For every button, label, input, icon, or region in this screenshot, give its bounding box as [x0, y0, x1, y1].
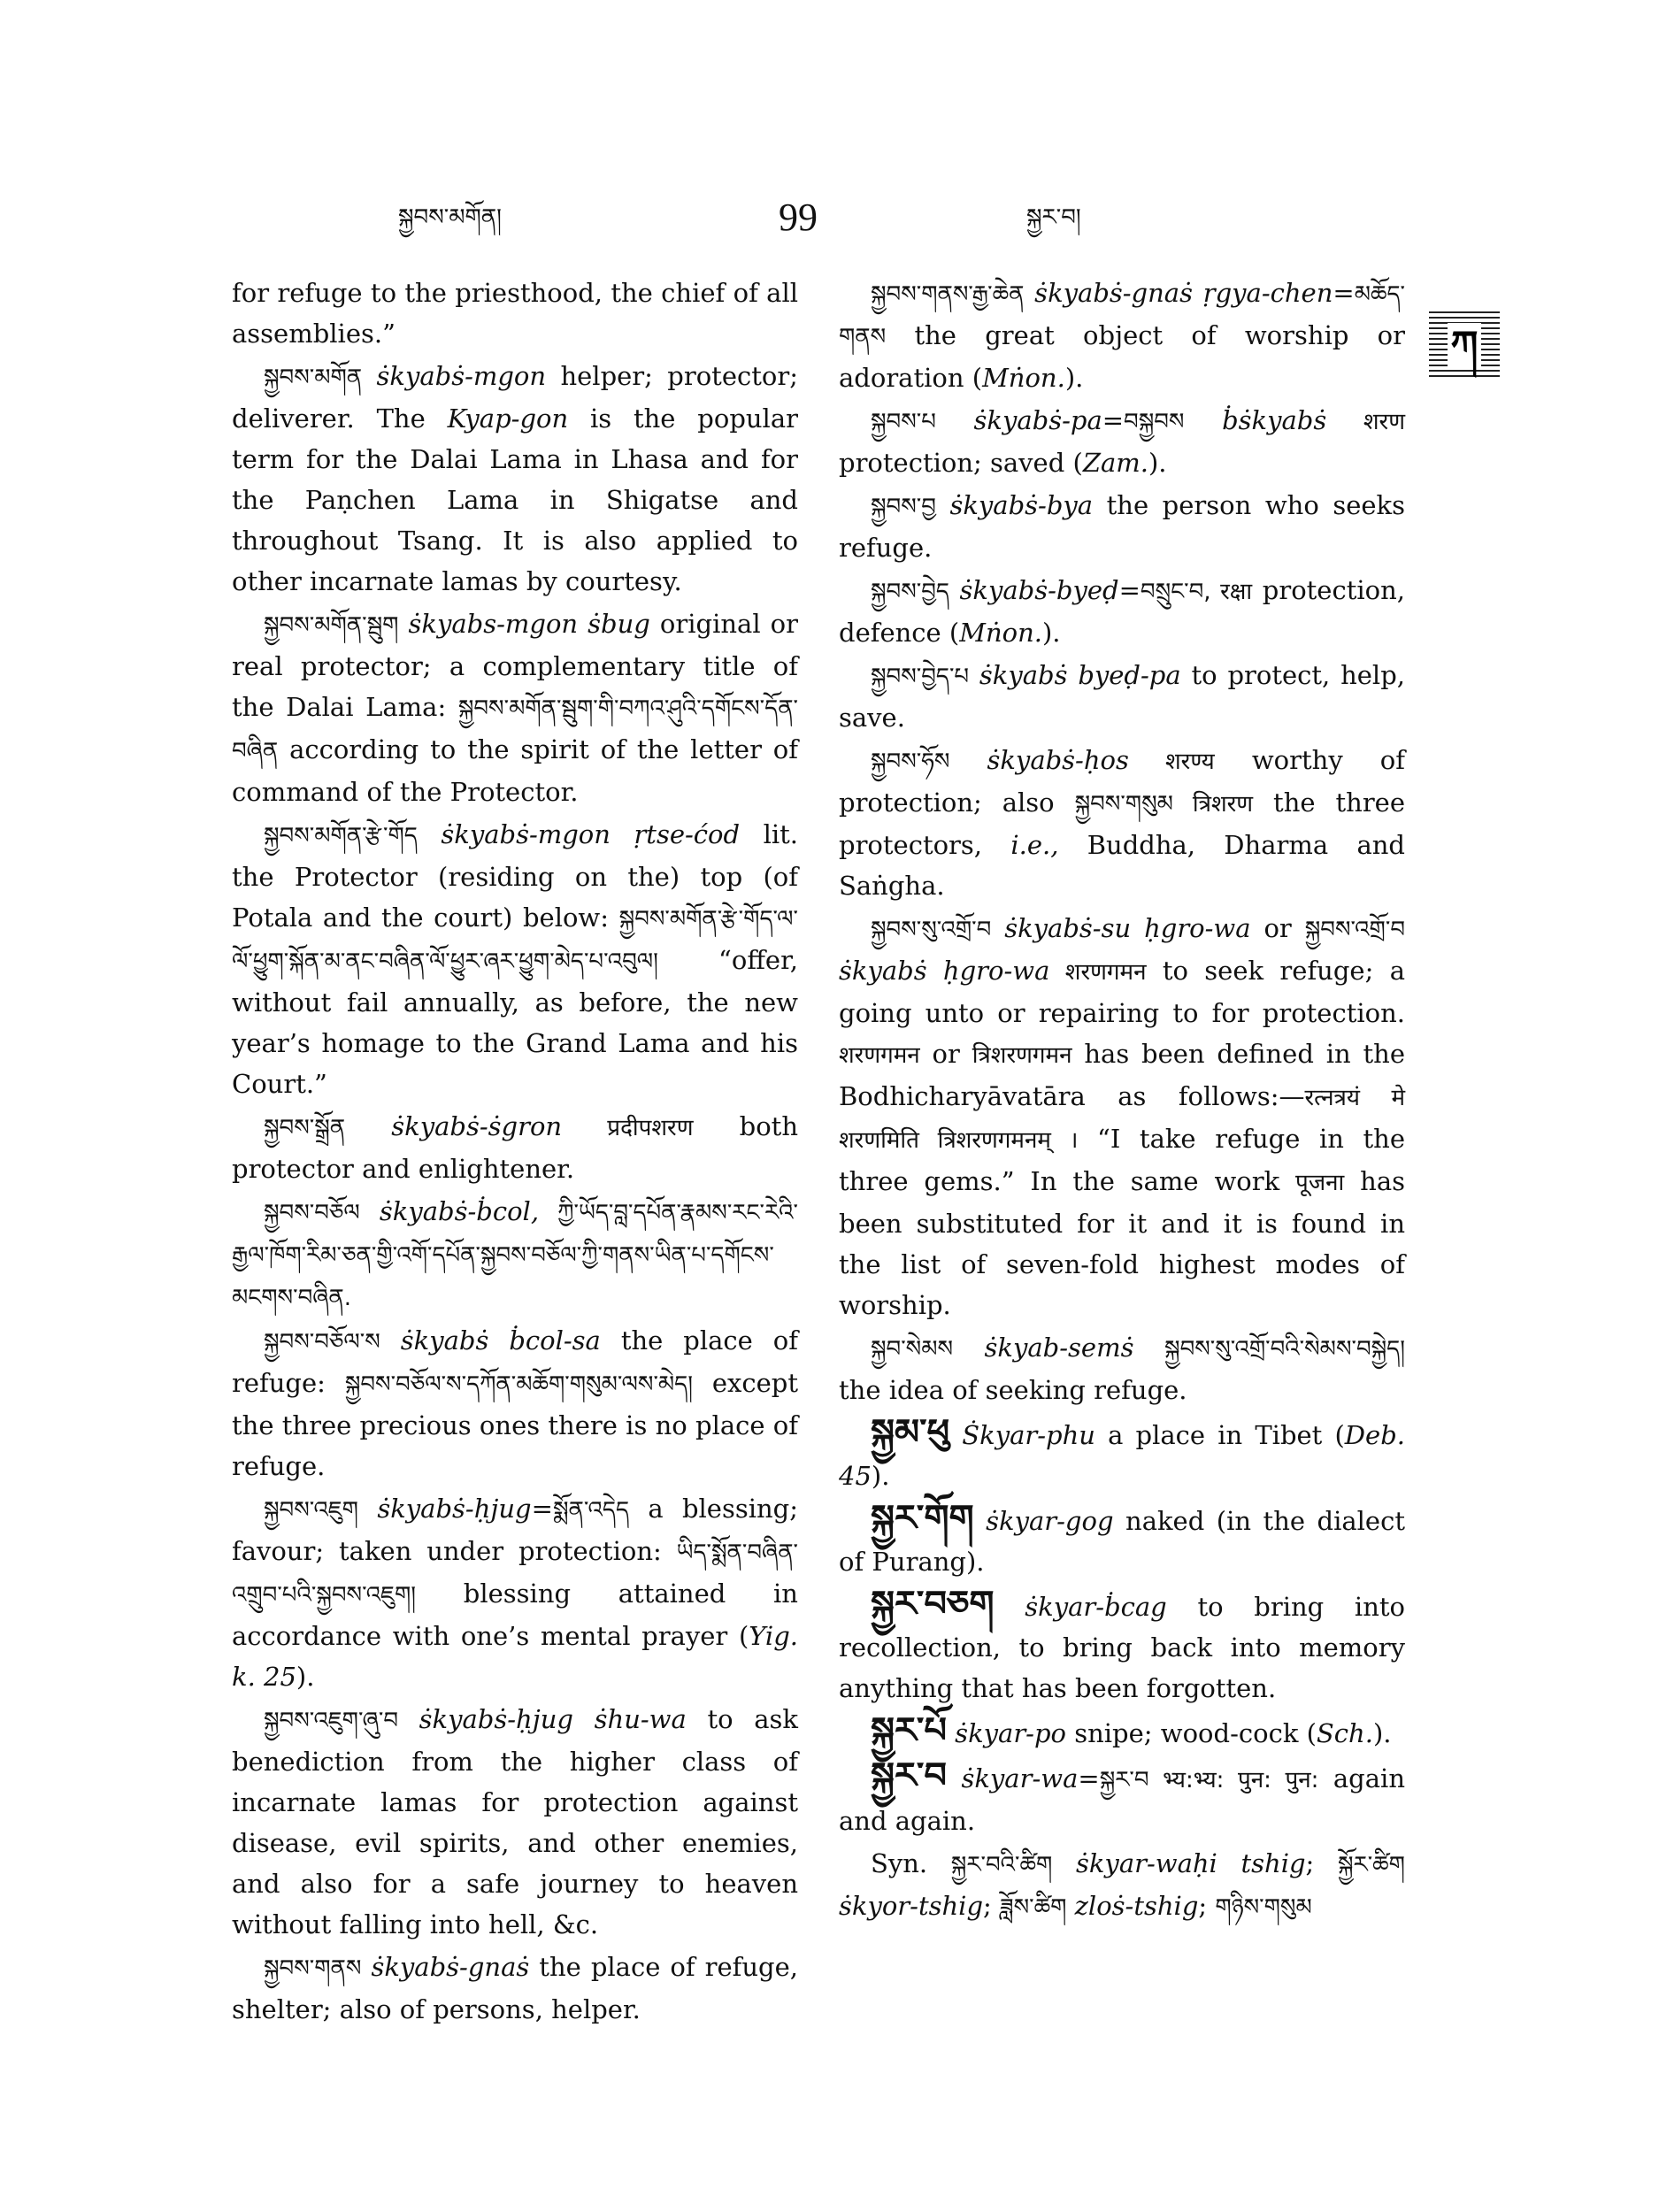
dictionary-entry [232, 273, 798, 354]
transliteration: ṡkyabṡ-gnaṡ [361, 1952, 530, 1982]
english-text: the great object of worship or adoration ( [839, 320, 1405, 393]
transliteration: ṡkyabṡ-pa [935, 405, 1102, 435]
english-text: a place in Tibet ( [1094, 1420, 1345, 1450]
dictionary-entry [232, 1699, 798, 1945]
transliteration: ṡkyab-semṡ [953, 1333, 1134, 1363]
transliteration: ṡkyabṡ byeḍ-pa [969, 660, 1181, 690]
tibetan-text: སྐྱབས་གསུམ [1074, 791, 1173, 818]
sanskrit-text: त्रिशरण [1172, 791, 1254, 818]
english-text: the idea of seeking refuge. [839, 1375, 1187, 1405]
transliteration: Yig. k. 25 [232, 1621, 798, 1692]
english-text: or [919, 1039, 972, 1069]
tibetan-text: ཡིད་སྨོན་བཞིན་འགྲུབ་པའི་སྐྱབས་འཇུག། [232, 1540, 798, 1609]
dictionary-entry [839, 655, 1405, 738]
english-text: to bring into recollection, to bring back into memory anything that has been forgotten. [839, 1592, 1405, 1703]
dictionary-entry [839, 1710, 1405, 1754]
tibetan-text: སྐྱབས་བྱེད [871, 579, 949, 605]
english-text: a blessing; favour; taken under protection: [232, 1494, 798, 1566]
thumb-index-letter: ཀ [1448, 323, 1482, 368]
dictionary-entry [839, 908, 1405, 1325]
tibetan-text: སྐྱབས་བྱ [871, 494, 936, 520]
sanskrit-text: रत्नत्रयं मे शरणमिति त्रिशरणगमनम् । [839, 1085, 1405, 1154]
dictionary-entry [839, 1755, 1405, 1841]
dictionary-entry [232, 603, 798, 812]
english-text: ; [1198, 1891, 1216, 1921]
transliteration: ṡkyor-tshig [839, 1891, 984, 1921]
english-text: protection; saved ( [839, 448, 1083, 478]
transliteration: ṡkyabṡ-bya [935, 490, 1094, 520]
transliteration: ṡkyabṡ ḥgro-wa [839, 956, 1050, 986]
english-text: ). [1041, 618, 1061, 648]
transliteration: ṡkyar-po [946, 1718, 1066, 1748]
tibetan-text: སྐྱབས་མགོན་སྦུག་གི་བཀའ་ཤུའི་དགོངས་དོན་བཞིན [232, 695, 798, 764]
english-text: snipe; wood-cock ( [1066, 1718, 1317, 1748]
running-head-right: སྐྱར་བ། [1026, 204, 1081, 231]
tibetan-text: སྐྱབ་སེམས [871, 1336, 954, 1363]
sanskrit-text: शरणगमन [1049, 959, 1147, 986]
sanskrit-text: भ्य:भ्य: पुन: पुन: [1148, 1767, 1319, 1793]
english-text: ; [983, 1891, 1001, 1921]
transliteration: ṡkyar-gog [973, 1506, 1114, 1536]
tibetan-text: ཀྱི་ཡོད་བླ་དཔོན་རྣམས་རང་རེའི་རྒྱལ་ཁོག་རིམ་ཅན་གྱི་འགོ་དཔོན་སྐྱབས་བཅོལ་ཀྱི་གནས་ཡིན་པ་དགོངས་མངགས་བཞིན. [232, 1200, 798, 1311]
dictionary-entry [232, 1106, 798, 1189]
english-text: ). [1372, 1718, 1392, 1748]
tibetan-text: མཆོད་གནས [839, 281, 1405, 350]
transliteration: Mṅon. [982, 363, 1065, 393]
english-text: Buddha, Dharma and Saṅgha. [839, 830, 1406, 901]
transliteration: Kyap-gon [447, 403, 569, 434]
transliteration: ṡkyabṡ ḃcol-sa [380, 1325, 601, 1356]
tibetan-text: སྐྱབས་བཅོལ [264, 1200, 360, 1226]
tibetan-text: བསྐྱབས [1124, 409, 1185, 435]
english-text: “offer, without fail annually, as before, the new year’s homage to the Grand Lama and his Court.” [232, 945, 798, 1099]
transliteration: i.e., [1010, 830, 1059, 860]
english-text: except the three precious ones there is no place of refuge. [232, 1368, 799, 1481]
english-text: = [1118, 575, 1141, 605]
dictionary-entry [839, 273, 1405, 398]
english-text: to ask benediction from the higher class of incarnate lamas for protection against disease, evil spirits, and other enemies, and also for a safe journey to heaven without falling into hell, &c. [232, 1704, 799, 1939]
english-text: = [1078, 1763, 1100, 1793]
dictionary-entry [839, 1843, 1405, 1928]
english-text: worthy of protection; also [839, 745, 1405, 818]
dictionary-entry [839, 740, 1405, 906]
sanskrit-text: प्रदीपशरण [562, 1115, 694, 1141]
dictionary-entry [839, 1584, 1405, 1709]
tibetan-text: སྐྱར་བ [1099, 1767, 1149, 1793]
running-head-left: སྐྱབས་མགོན། [398, 204, 502, 231]
dictionary-entry [839, 1327, 1405, 1410]
english-text: the three protectors, [839, 787, 1406, 860]
tibetan-text: སྐྱབས་མགོན་སྦུག [264, 612, 399, 639]
transliteration: zloṡ-tshig [1066, 1891, 1199, 1921]
transliteration: ṡkyabṡ-ḥjug ṡhu-wa [398, 1704, 687, 1734]
page-number: 99 [779, 196, 818, 239]
english-text: = [531, 1494, 553, 1524]
transliteration: ṡkyabṡ-ḥos [949, 745, 1129, 775]
english-text: blessing attained in accordance with one’s mental prayer ( [232, 1578, 798, 1651]
english-text: “I take refuge in the three gems.” In the same work [839, 1124, 1405, 1196]
english-text: ). [871, 1461, 890, 1491]
english-text: according to the spirit of the letter of command of the Protector. [232, 734, 798, 807]
sanskrit-text: शरण [1326, 409, 1405, 435]
tibetan-text: སྐྱབས་གནས [264, 1955, 362, 1982]
dictionary-entry [839, 570, 1405, 653]
english-text: is the popular term for the Dalai Lama in Lhasa and for the Paṇchen Lama in Shigatse and throughout Tsang. It is also applied to other incarnate lamas by courtesy. [232, 403, 798, 596]
tibetan-text: སྐྱབས་ཧོས [871, 749, 950, 775]
transliteration: Sch. [1316, 1718, 1373, 1748]
sanskrit-text: रक्षा [1210, 579, 1253, 605]
english-text: original or real protector; a complementary title of the Dalai Lama: [232, 609, 798, 722]
tibetan-text: སྨོན་འདེད [552, 1497, 629, 1524]
dictionary-entry [839, 1498, 1405, 1582]
transliteration: ṡkyar-wa [946, 1763, 1079, 1793]
tibetan-headword: སྐྱར་པོ [871, 1710, 947, 1751]
tibetan-text: སྐྱབས་གནས་རྒྱ་ཆེན [871, 281, 1025, 308]
english-text: Syn. [871, 1848, 951, 1878]
transliteration: ṡkyabs-mgon ṡbug [398, 609, 650, 639]
transliteration: ṡkyabṡ-ṡgron [345, 1111, 563, 1141]
left-column [232, 273, 798, 2032]
thumb-index-tab [1429, 311, 1500, 380]
dictionary-entry [839, 1412, 1405, 1496]
tibetan-text: སྐྱབས་སུ་འགྲོ་བའི་སེམས་བསྐྱེད། [1133, 1336, 1405, 1363]
tibetan-text: སྐྱབས་སྒྲོན [264, 1115, 346, 1141]
english-text: to seek refuge; a going unto or repairing to for protection. [839, 956, 1405, 1028]
transliteration: Deb. 45 [839, 1420, 1405, 1491]
dictionary-entry [839, 400, 1405, 483]
english-text: helper; protector; deliverer. The [232, 361, 798, 434]
english-text: lit. the Protector (residing on the) top (of Potala and the court) below: [232, 819, 798, 933]
english-text: = [1333, 278, 1355, 308]
sanskrit-text: शरणगमन [839, 1042, 920, 1069]
tibetan-text: སྐྱབས་འཇུག [264, 1497, 358, 1524]
english-text: protection, defence ( [839, 575, 1405, 648]
tibetan-text: སྐྱར་བའི་ཚིག [950, 1852, 1053, 1878]
tibetan-headword: སྐྱར་བཅག [871, 1584, 995, 1624]
transliteration: Ṡkyar-phu [949, 1420, 1095, 1450]
tibetan-text: གཉིས་གསུམ [1215, 1894, 1312, 1921]
tibetan-text: སྐྱབས་བཅོལ་ས [264, 1329, 380, 1356]
english-text: has been substituted for it and it is found in the list of seven-fold highest modes of worship. [839, 1166, 1405, 1320]
english-text: ). [1148, 448, 1167, 478]
english-text: the place of refuge: [232, 1325, 798, 1398]
transliteration: ṡkyabṡ-byeḍ [949, 575, 1119, 605]
tibetan-text: སྐྱོར་ཚིག [1337, 1852, 1405, 1878]
tibetan-headword: སྐྱར་བ [871, 1755, 947, 1796]
english-text: for refuge to the priesthood, the chief of all assemblies.” [232, 278, 798, 349]
transliteration: ṡkyabṡ-gnaṡ ṛgya-chen [1024, 278, 1333, 308]
english-text: both protector and enlightener. [232, 1111, 798, 1184]
tibetan-headword: སྐྱམ་ཕུ [871, 1412, 950, 1453]
english-text: ; [1305, 1848, 1338, 1878]
transliteration: ṡkyar-waḥi tshig [1052, 1848, 1306, 1878]
transliteration: Zam. [1082, 448, 1148, 478]
tibetan-text: སྐྱབས་མགོན་རྩེ་གོད [264, 823, 418, 849]
sanskrit-text: पूजना [1295, 1170, 1345, 1196]
transliteration: ṡkyabṡ-mgon [362, 361, 547, 391]
tibetan-text: སྐྱབས་པ [871, 409, 936, 435]
dictionary-entry [232, 356, 798, 602]
tibetan-text: ཟློས་ཚིག [1000, 1894, 1067, 1921]
transliteration: ṡkyar-ḃcag [994, 1592, 1167, 1622]
dictionary-entry [232, 1320, 798, 1486]
tibetan-text: སྐྱབས་བྱེད་པ [871, 664, 970, 690]
tibetan-text: སྐྱབས་མགོན [264, 365, 363, 391]
english-text: to protect, help, save. [839, 660, 1405, 733]
transliteration: ṡkyabṡ-ḥjug [358, 1494, 532, 1524]
english-text: the person who seeks refuge. [839, 490, 1405, 563]
english-text: ). [1064, 363, 1084, 393]
transliteration: ḃṡkyabṡ [1184, 405, 1327, 435]
dictionary-entry [232, 814, 798, 1104]
english-text: again and again. [839, 1763, 1405, 1836]
english-text: or [1250, 913, 1305, 943]
right-column [839, 273, 1405, 1930]
english-text: has been defined in the Bodhicharyāvatāra as follows:— [839, 1039, 1405, 1111]
tibetan-text: སྐྱབས་འགྲོ་བ [1304, 917, 1405, 943]
tibetan-text: སྐྱབས་བཅོལ་ས་དཀོན་མཆོག་གསུམ་ལས་མེད། [344, 1371, 693, 1398]
english-text: naked (in the dialect of Purang). [839, 1506, 1405, 1577]
dictionary-entry [232, 1488, 798, 1697]
tibetan-headword: སྐྱར་གོག [871, 1498, 974, 1539]
dictionary-entry [232, 1947, 798, 2030]
sanskrit-text: शरण्य [1128, 749, 1215, 775]
tibetan-text: སྐྱབས་མགོན་རྩེ་གོད་ལ་ལོ་ཕྱུག་སྐོན་མ་ནང་བཞིན་ལོ་ཕྱུར་ཞར་ཕྱུག་མེད་པ་འབུལ། [232, 906, 798, 975]
tibetan-text: སྐྱབས་འཇུག་ཞུ་བ [264, 1708, 398, 1734]
dictionary-entry [232, 1191, 798, 1318]
sanskrit-text: त्रिशरणगमन [972, 1042, 1072, 1069]
transliteration: Mṅon. [959, 618, 1042, 648]
dictionary-entry [839, 485, 1405, 568]
tibetan-text: སྐྱབས་སུ་འགྲོ་བ [871, 917, 992, 943]
english-text: the place of refuge, shelter; also of persons, helper. [232, 1952, 798, 2024]
transliteration: ṡkyabṡ-ḃcol, [359, 1196, 540, 1226]
tibetan-text: བསྲུང་བ, [1140, 579, 1211, 605]
english-text: ). [296, 1662, 315, 1692]
transliteration: ṡkyabṡ-su ḥgro-wa [991, 913, 1251, 943]
transliteration: ṡkyabṡ-mgon ṛtse-ćod [417, 819, 741, 849]
english-text: = [1102, 405, 1125, 435]
